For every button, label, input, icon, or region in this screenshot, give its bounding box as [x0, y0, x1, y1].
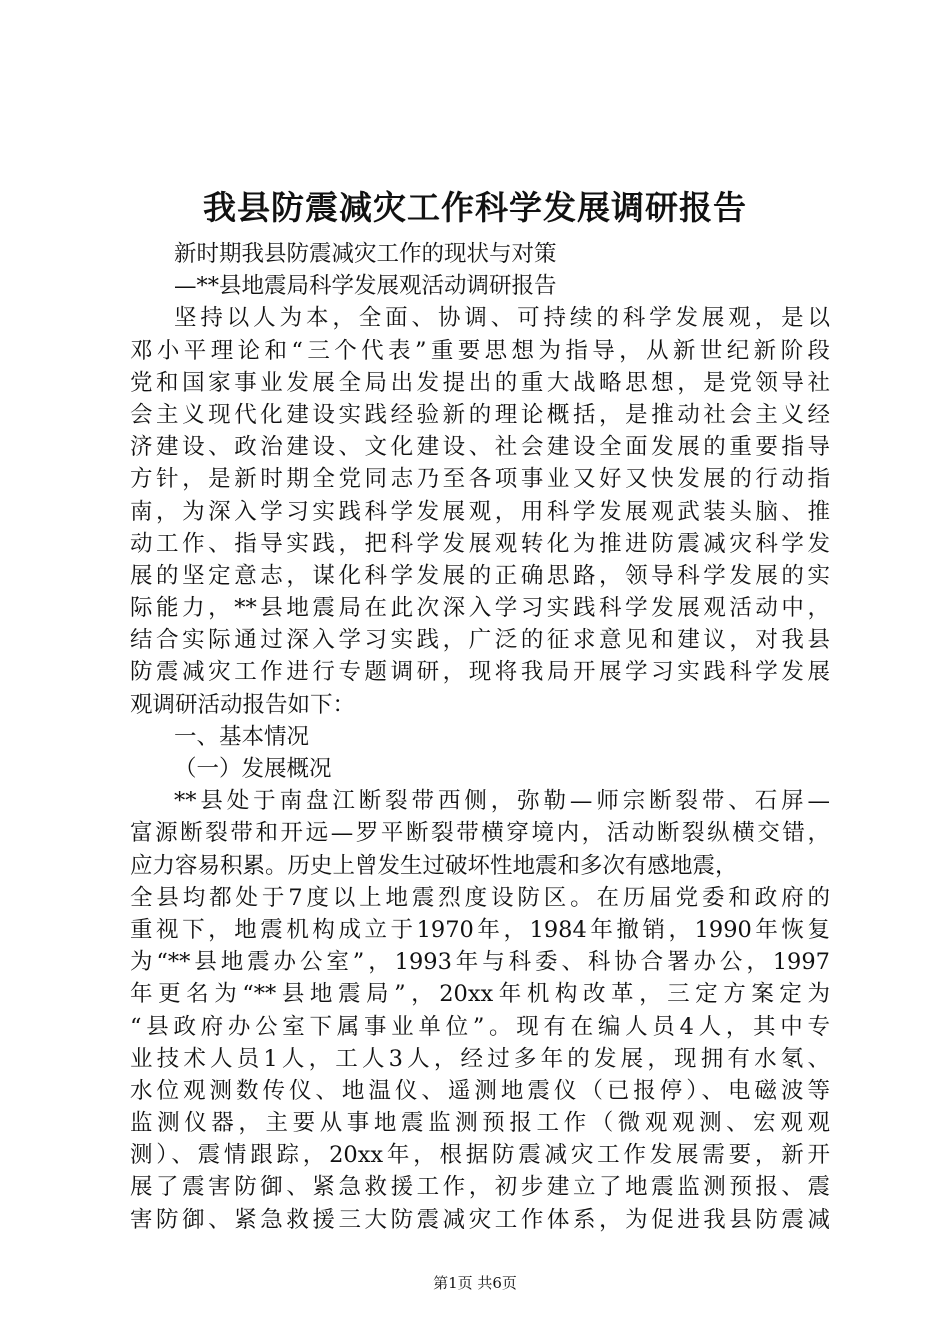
subtitle-line: —**县地震局科学发展观活动调研报告	[174, 273, 557, 300]
paragraph-line: 方针，是新时期全党同志乃至各项事业又好又快发展的行动指	[130, 466, 830, 493]
paragraph-line: 监测仪器，主要从事地震监测预报工作（微观观测、宏观观	[130, 1110, 830, 1137]
paragraph-line: 南，为深入学习实践科学发展观，用科学发展观武装头脑、推	[130, 498, 830, 525]
paragraph-line: 结合实际通过深入学习实践，广泛的征求意见和建议，对我县	[130, 627, 830, 654]
paragraph-line: 党和国家事业发展全局出发提出的重大战略思想，是党领导社	[130, 369, 830, 396]
paragraph-line: **县处于南盘江断裂带西侧，弥勒—师宗断裂带、石屏—	[174, 788, 830, 815]
subtitle-line: 新时期我县防震减灾工作的现状与对策	[174, 241, 557, 267]
paragraph-line: 观调研活动报告如下：	[130, 691, 356, 718]
paragraph-line: 济建设、政治建设、文化建设、社会建设全面发展的重要指导	[130, 434, 830, 461]
paragraph-line: 应力容易积累。历史上曾发生过破坏性地震和多次有感地震，	[130, 852, 738, 879]
paragraph-line: 害防御、紧急救援三大防震减灾工作体系，为促进我县防震减	[130, 1206, 830, 1233]
paragraph-line: 全县均都处于7度以上地震烈度设防区。在历届党委和政府的	[130, 884, 830, 911]
subsection-heading: （一）发展概况	[174, 756, 332, 782]
paragraph-line: 动工作、指导实践，把科学发展观转化为推进防震减灾科学发	[130, 530, 830, 557]
document-body	[130, 238, 830, 1236]
paragraph-line: 坚持以人为本，全面、协调、可持续的科学发展观，是以	[174, 305, 830, 332]
paragraph-line: 邓小平理论和“三个代表”重要思想为指导，从新世纪新阶段	[130, 337, 830, 364]
paragraph-line: 业技术人员1人，工人3人，经过多年的发展，现拥有水氡、	[130, 1045, 830, 1072]
paragraph-line: 防震减灾工作进行专题调研，现将我局开展学习实践科学发展	[130, 659, 830, 686]
paragraph-line: 年更名为“**县地震局”，20xx年机构改革，三定方案定为	[130, 981, 830, 1008]
paragraph-line: “县政府办公室下属事业单位”。现有在编人员4人，其中专	[130, 1013, 830, 1040]
paragraph-line: 为“**县地震办公室”，1993年与科委、科协合署办公，1997	[130, 949, 830, 976]
paragraph-line: 展了震害防御、紧急救援工作，初步建立了地震监测预报、震	[130, 1174, 830, 1201]
section-heading: 一、基本情况	[174, 723, 310, 750]
paragraph-line: 富源断裂带和开远—罗平断裂带横穿境内，活动断裂纵横交错，	[130, 820, 830, 847]
document-title: 我县防震减灾工作科学发展调研报告	[203, 188, 747, 227]
paragraph-line: 际能力，**县地震局在此次深入学习实践科学发展观活动中，	[130, 595, 830, 622]
paragraph-line: 重视下，地震机构成立于1970年，1984年撤销，1990年恢复	[130, 916, 830, 943]
paragraph-line: 测）、震情跟踪，20xx年，根据防震减灾工作发展需要，新开	[130, 1142, 830, 1169]
page-footer: 第1页 共6页	[433, 1274, 517, 1292]
paragraph-line: 会主义现代化建设实践经验新的理论概括，是推动社会主义经	[130, 401, 830, 428]
paragraph-line: 水位观测数传仪、地温仪、遥测地震仪（已报停）、电磁波等	[130, 1077, 830, 1104]
paragraph-line: 展的坚定意志，谋化科学发展的正确思路，领导科学发展的实	[130, 562, 830, 589]
